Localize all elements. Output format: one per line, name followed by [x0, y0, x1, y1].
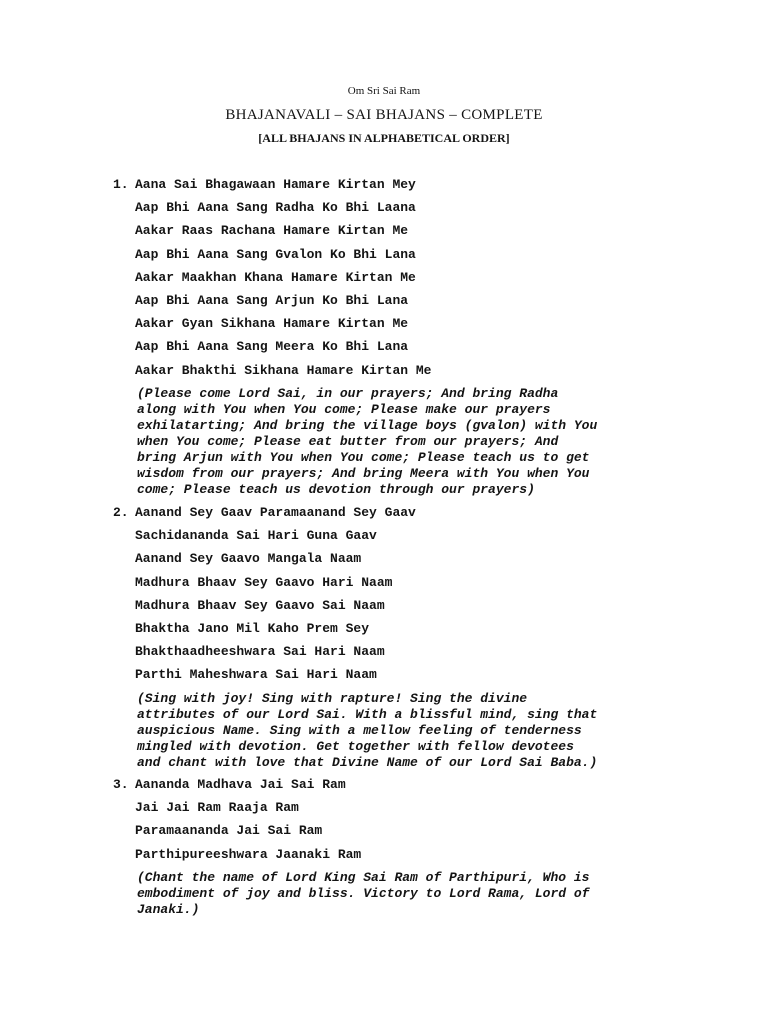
bhajan-number: 1. [113, 177, 129, 192]
bhajan-line: Bhaktha Jano Mil Kaho Prem Sey [135, 620, 370, 636]
bhajan-line: Aakar Maakhan Khana Hamare Kirtan Me [135, 269, 416, 285]
bhajan-line: Paramaananda Jai Sai Ram [135, 823, 323, 839]
bhajan-line: 2. Aanand Sey Gaav Paramaanand Sey Gaav [113, 505, 416, 520]
bhajan-line: Aakar Bhakthi Sikhana Hamare Kirtan Me [135, 362, 432, 378]
bhajan-line: 3. Aananda Madhava Jai Sai Ram [113, 777, 346, 792]
translation-line: come; Please teach us devotion through our prayers) [137, 481, 535, 497]
bhajan-translation [113, 386, 687, 498]
translation-line: wisdom from our prayers; And bring Meera with You when You [137, 465, 590, 481]
translation-line: attributes of our Lord Sai. With a blissful mind, sing that [137, 706, 598, 722]
document-title: BHAJANAVALI – SAI BHAJANS – COMPLETE [225, 107, 543, 123]
translation-line: Janaki.) [137, 901, 200, 917]
bhajan-line: Aakar Raas Rachana Hamare Kirtan Me [135, 223, 409, 239]
document-subtitle: [ALL BHAJANS IN ALPHABETICAL ORDER] [258, 131, 510, 145]
bhajan-line: 1. Aana Sai Bhagawaan Hamare Kirtan Mey [113, 177, 416, 192]
bhajan-3 [113, 776, 693, 918]
bhajan-line: Aap Bhi Aana Sang Arjun Ko Bhi Lana [135, 292, 409, 308]
translation-line: (Chant the name of Lord King Sai Ram of Parthipuri, Who is [137, 869, 590, 885]
bhajan-line: Aanand Sey Gaavo Mangala Naam [135, 551, 362, 567]
bhajan-line: Jai Jai Ram Raaja Ram [135, 800, 299, 816]
bhajan-line: Aap Bhi Aana Sang Gvalon Ko Bhi Lana [135, 246, 416, 262]
bhajan-number: 3. [113, 777, 129, 792]
bhajan-line: Aap Bhi Aana Sang Meera Ko Bhi Lana [135, 339, 409, 355]
translation-line: bring Arjun with You when You come; Please teach us to get [137, 449, 590, 465]
bhajan-line: Parthi Maheshwara Sai Hari Naam [135, 667, 377, 683]
bhajan-line: Madhura Bhaav Sey Gaavo Hari Naam [135, 574, 393, 590]
bhajan-line: Aap Bhi Aana Sang Radha Ko Bhi Laana [135, 200, 416, 216]
bhajan-line: Madhura Bhaav Sey Gaavo Sai Naam [135, 597, 385, 613]
translation-line: mingled with devotion. Get together with fellow devotees [137, 738, 574, 754]
bhajan-translation [113, 691, 687, 771]
bhajan-translation [113, 870, 687, 918]
translation-line: along with You when You come; Please make our prayers [137, 401, 551, 417]
bhajan-line: Bhakthaadheeshwara Sai Hari Naam [135, 644, 385, 660]
translation-line: embodiment of joy and bliss. Victory to Lord Rama, Lord of [137, 885, 590, 901]
bhajan-line: Aakar Gyan Sikhana Hamare Kirtan Me [135, 316, 409, 332]
translation-line: and chant with love that Divine Name of our Lord Sai Baba.) [137, 754, 598, 770]
invocation-line: Om Sri Sai Ram [347, 85, 421, 97]
translation-line: (Sing with joy! Sing with rapture! Sing the divine [137, 690, 528, 706]
translation-line: exhilatarting; And bring the village boys (gvalon) with You [137, 417, 598, 433]
translation-line: auspicious Name. Sing with a mellow feeling of tenderness [137, 722, 582, 738]
bhajan-line: Parthipureeshwara Jaanaki Ram [135, 846, 362, 862]
bhajan-number: 2. [113, 505, 129, 520]
bhajan-1 [113, 176, 693, 498]
bhajan-2 [113, 504, 693, 771]
translation-line: when You come; Please eat butter from our prayers; And [137, 433, 559, 449]
translation-line: (Please come Lord Sai, in our prayers; And bring Radha [137, 385, 559, 401]
bhajan-line: Sachidananda Sai Hari Guna Gaav [135, 528, 377, 544]
